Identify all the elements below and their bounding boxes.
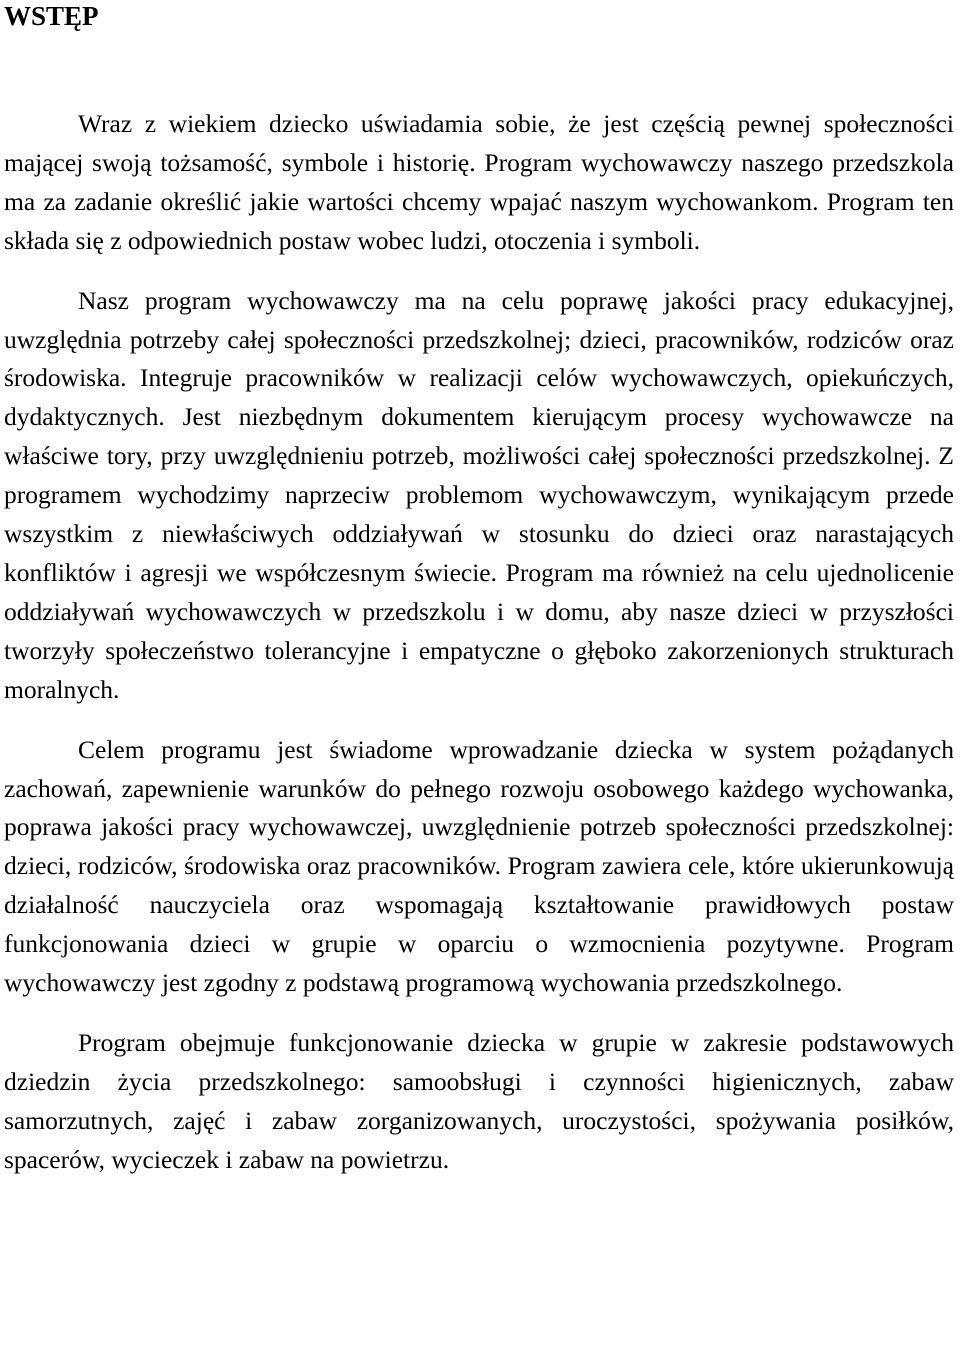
section-heading: WSTĘP — [4, 1, 99, 31]
paragraph-program-goals: Nasz program wychowawczy ma na celu poprawę jakości pracy edukacyjnej, uwzględnia potrzeby całej społeczności przedszkolnej; dzieci, pracowników, rodziców oraz środowiska. Integruje pracowników w realizacji celów wychowawczych, opiekuńczych, dydaktycznych. Jest niezbędnym dokumentem kierującym procesy wychowawcze na właściwe tory, przy uwzględnieniu potrzeb, możliwości całej społeczności przedszkolnej. Z programem wychodzimy naprzeciw problemom wychowawczym, wynikającym przede wszystkim z niewłaściwych oddziaływań w stosunku do dzieci oraz narastających konfliktów i agresji we współczesnym świecie. Program ma również na celu ujednolicenie oddziaływań wychowawczych w przedszkolu i w domu, aby nasze dzieci w przyszłości tworzyły społeczeństwo tolerancyjne i empatyczne o głęboko zakorzenionych strukturach moralnych. — [4, 285, 954, 704]
paragraph-program-scope: Program obejmuje funkcjonowanie dziecka w grupie w zakresie podstawowych dziedzin życia przedszkolnego: samoobsługi i czynności higienicznych, zabaw samorzutnych, zajęć i zabaw zorganizowanych, uroczystości, spożywania posiłków, spacerów, wycieczek i zabaw na powietrzu. — [4, 1027, 954, 1174]
document-page — [4, 0, 954, 1180]
paragraph-program-aim: Celem programu jest świadome wprowadzanie dziecka w system pożądanych zachowań, zapewnienie warunków do pełnego rozwoju osobowego każdego wychowanka, poprawa jakości pracy wychowawczej, uwzględnienie potrzeb społeczności przedszkolnej: dzieci, rodziców, środowiska oraz pracowników. Program zawiera cele, które ukierunkowują działalność nauczyciela oraz wspomagają kształtowanie prawidłowych postaw funkcjonowania dzieci w grupie w oparciu o wzmocnienia pozytywne. Program wychowawczy jest zgodny z podstawą programową wychowania przedszkolnego. — [4, 734, 954, 998]
paragraph-intro: Wraz z wiekiem dziecko uświadamia sobie, że jest częścią pewnej społeczności mającej swoją tożsamość, symbole i historię. Program wychowawczy naszego przedszkola ma za zadanie określić jakie wartości chcemy wpajać naszym wychowankom. Program ten składa się z odpowiednich postaw wobec ludzi, otoczenia i symboli. — [4, 109, 954, 255]
